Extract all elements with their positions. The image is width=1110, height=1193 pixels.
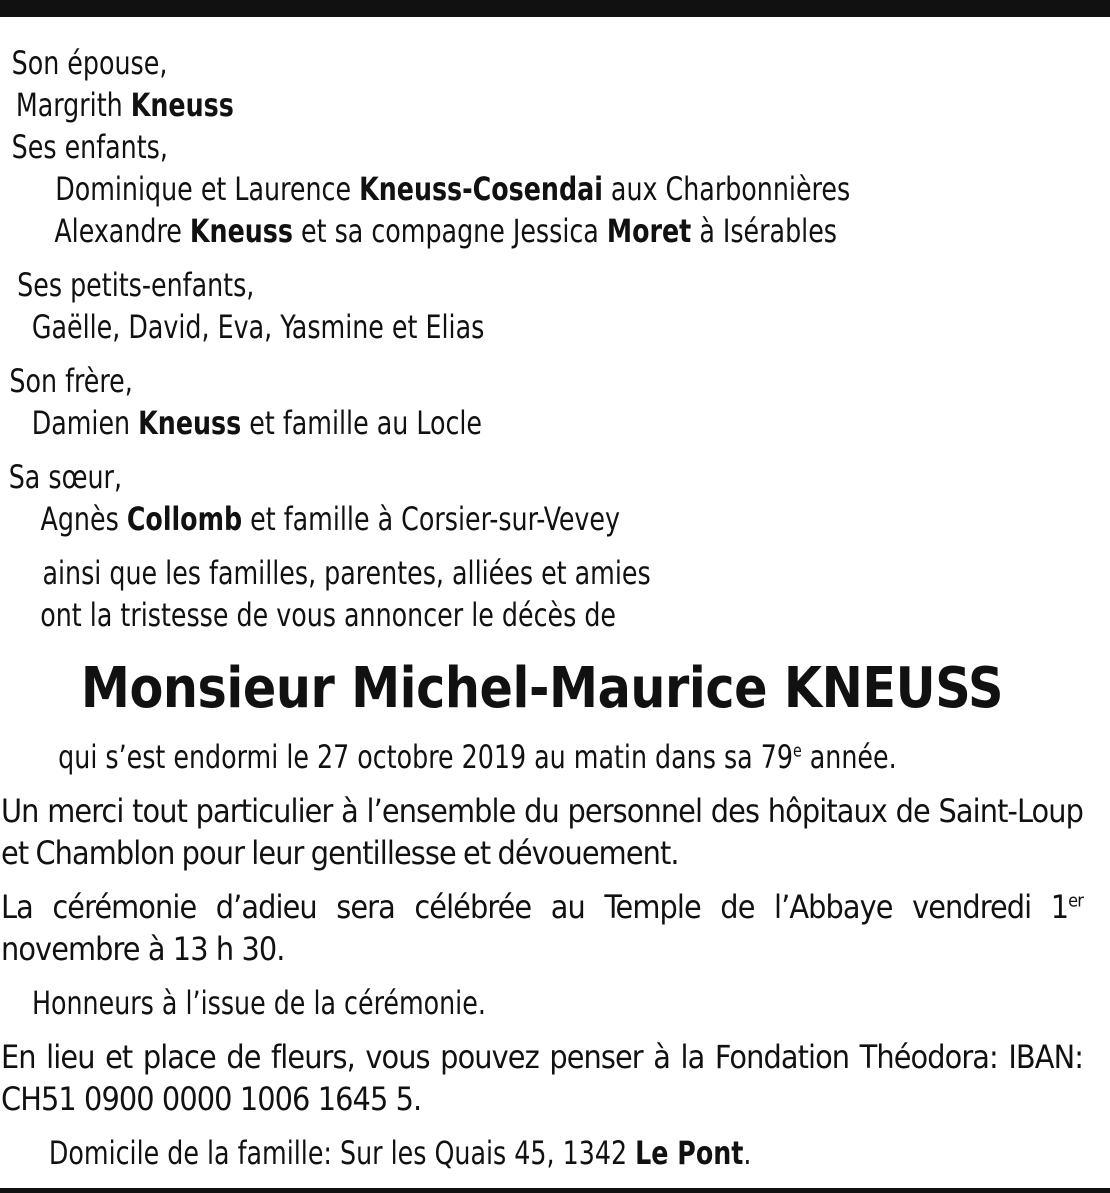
top-rule [0, 0, 1110, 17]
others-line-2: ont la tristesse de vous annoncer le décès de [40, 596, 617, 634]
bottom-rule [0, 1188, 1110, 1193]
grandchildren-header: Ses petits-enfants, [17, 266, 255, 304]
deceased-name: Monsieur Michel-Maurice KNEUSS [80, 656, 1004, 721]
brother-header: Son frère, [9, 362, 133, 400]
child-2: Alexandre Kneuss et sa compagne Jessica Moret à Isérables [54, 212, 837, 250]
spouse-name: Margrith Kneuss [15, 86, 234, 124]
others-line-1: ainsi que les familles, parentes, alliées et amies [42, 554, 651, 592]
death-notice: qui s’est endormi le 27 octobre 2019 au matin dans sa 79e année. [58, 738, 897, 776]
children-header: Ses enfants, [11, 128, 168, 166]
child-1: Dominique et Laurence Kneuss-Cosendai aux Charbonnières [55, 170, 851, 208]
honours-line: Honneurs à l’issue de la cérémonie. [31, 984, 486, 1022]
sister-header: Sa sœur, [8, 458, 123, 496]
brother-name: Damien Kneuss et famille au Locle [31, 404, 483, 442]
ceremony-paragraph: La cérémonie d’adieu sera célébrée au Temple de l’Abbaye vendredi 1er novembre à 13 h 30. [1, 888, 1083, 968]
flowers-paragraph: En lieu et place de fleurs, vous pouvez penser à la Fondation Théodora: IBAN: CH51 0900 0000 1006 1645 5. [1, 1038, 1083, 1118]
thanks-paragraph: Un merci tout particulier à l’ensemble du personnel des hôpitaux de Saint-Loup et Chamblon pour leur gentillesse et dévouement. [1, 792, 1083, 872]
obituary-notice [1, 42, 1083, 1174]
domicile-line: Domicile de la famille: Sur les Quais 45, 1342 Le Pont. [48, 1134, 752, 1172]
spouse-header: Son épouse, [11, 44, 168, 82]
sister-name: Agnès Collomb et famille à Corsier-sur-Vevey [40, 500, 621, 538]
grandchildren-names: Gaëlle, David, Eva, Yasmine et Elias [31, 308, 485, 346]
